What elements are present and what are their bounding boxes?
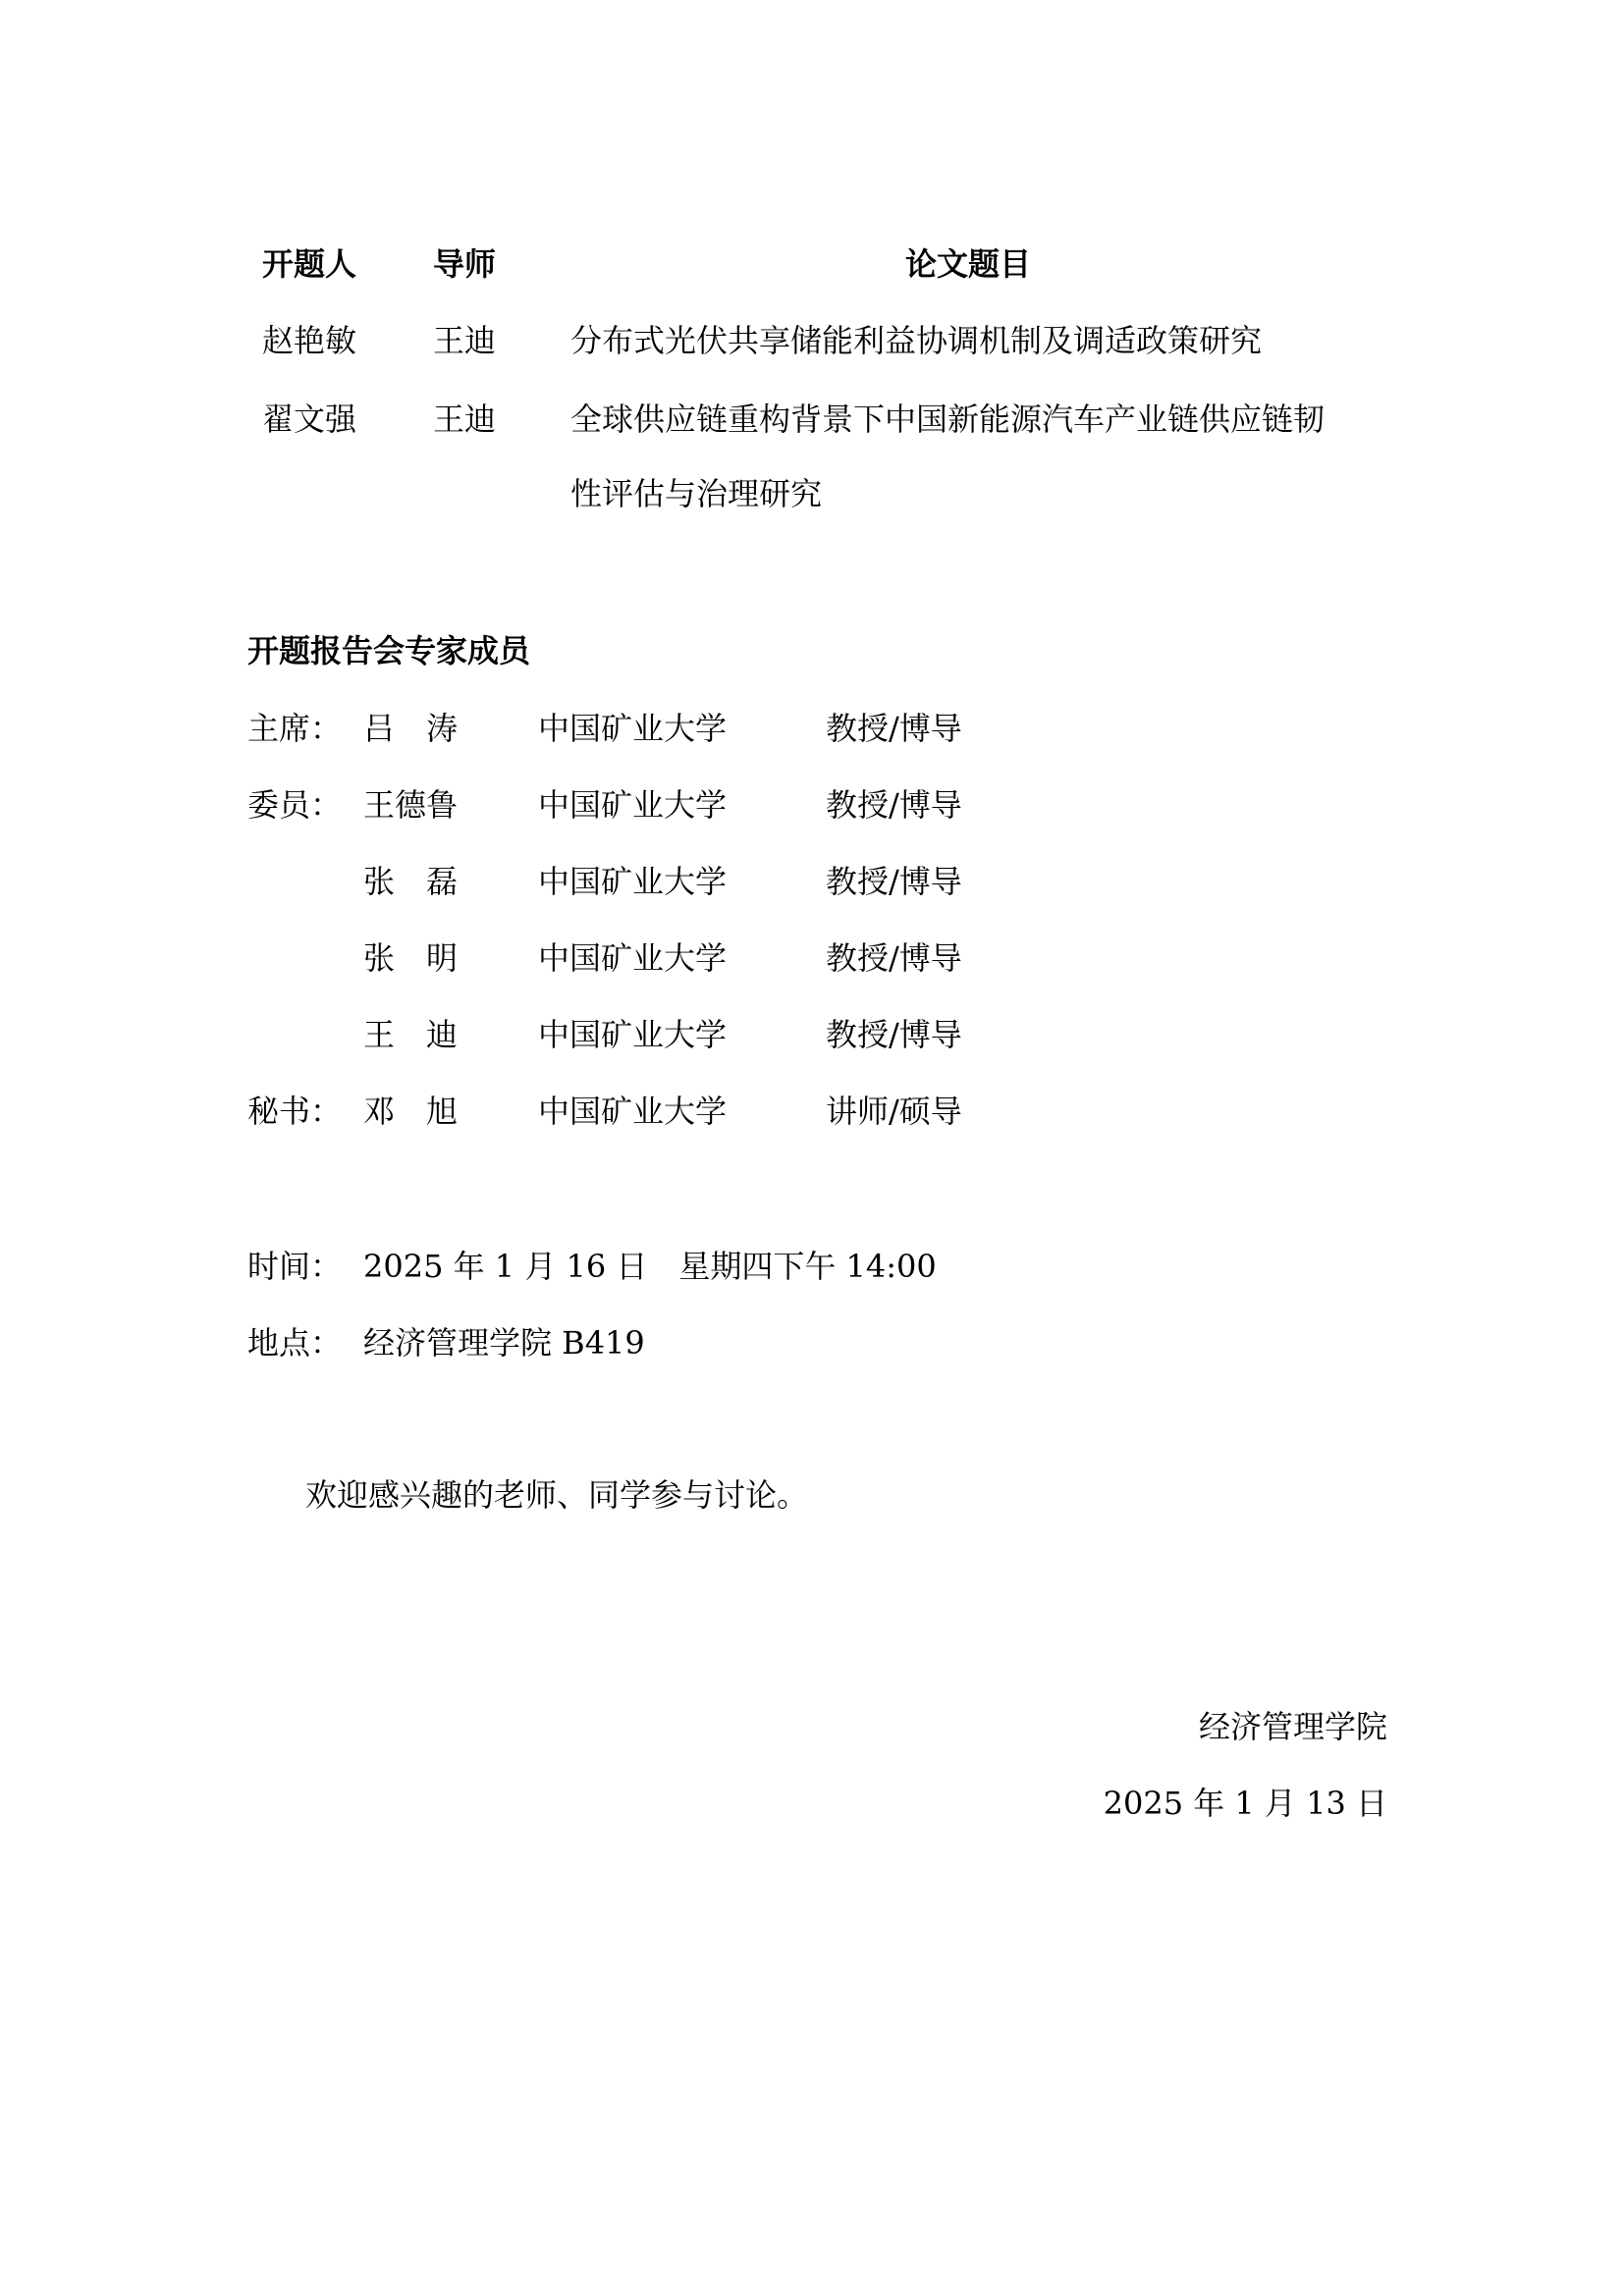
row2-advisor: 王迪 — [433, 400, 497, 438]
member-rank: 教授/博导 — [826, 710, 962, 747]
member-org: 中国矿业大学 — [538, 939, 728, 977]
member-name: 吕 涛 — [363, 710, 459, 747]
member-role: 主席： — [247, 710, 343, 747]
time-label: 时间： — [247, 1248, 343, 1285]
member-role: 秘书： — [247, 1093, 343, 1130]
footer-org: 经济管理学院 — [1198, 1708, 1387, 1745]
row1-title: 分布式光伏共享储能利益协调机制及调适政策研究 — [570, 322, 1263, 359]
member-org: 中国矿业大学 — [538, 1093, 728, 1130]
member-org: 中国矿业大学 — [538, 1016, 728, 1053]
member-org: 中国矿业大学 — [538, 863, 728, 900]
member-name: 邓 旭 — [363, 1093, 459, 1130]
member-role: 委员： — [247, 786, 343, 824]
invitation-text: 欢迎感兴趣的老师、同学参与讨论。 — [305, 1476, 809, 1514]
time-value: 2025 年 1 月 16 日 星期四下午 14:00 — [363, 1248, 937, 1285]
row1-advisor: 王迪 — [433, 322, 497, 359]
footer-date: 2025 年 1 月 13 日 — [1103, 1785, 1387, 1822]
row2-presenter: 翟文强 — [262, 400, 357, 438]
row2-title-line2: 性评估与治理研究 — [570, 475, 823, 512]
member-rank: 教授/博导 — [826, 863, 962, 900]
member-org: 中国矿业大学 — [538, 786, 728, 824]
member-name: 张 磊 — [363, 863, 459, 900]
member-rank: 教授/博导 — [826, 786, 962, 824]
place-value: 经济管理学院 B419 — [363, 1324, 645, 1362]
place-label: 地点： — [247, 1324, 343, 1362]
member-rank: 讲师/硕导 — [826, 1093, 962, 1130]
member-name: 王德鲁 — [363, 786, 459, 824]
member-name: 王 迪 — [363, 1016, 459, 1053]
row2-title-line1: 全球供应链重构背景下中国新能源汽车产业链供应链韧 — [570, 400, 1326, 438]
member-name: 张 明 — [363, 939, 459, 977]
member-rank: 教授/博导 — [826, 1016, 962, 1053]
member-rank: 教授/博导 — [826, 939, 962, 977]
header-advisor: 导师 — [433, 245, 497, 283]
member-org: 中国矿业大学 — [538, 710, 728, 747]
header-title: 论文题目 — [905, 245, 1032, 283]
committee-heading: 开题报告会专家成员 — [247, 632, 531, 669]
header-presenter: 开题人 — [262, 245, 357, 283]
row1-presenter: 赵艳敏 — [262, 322, 357, 359]
